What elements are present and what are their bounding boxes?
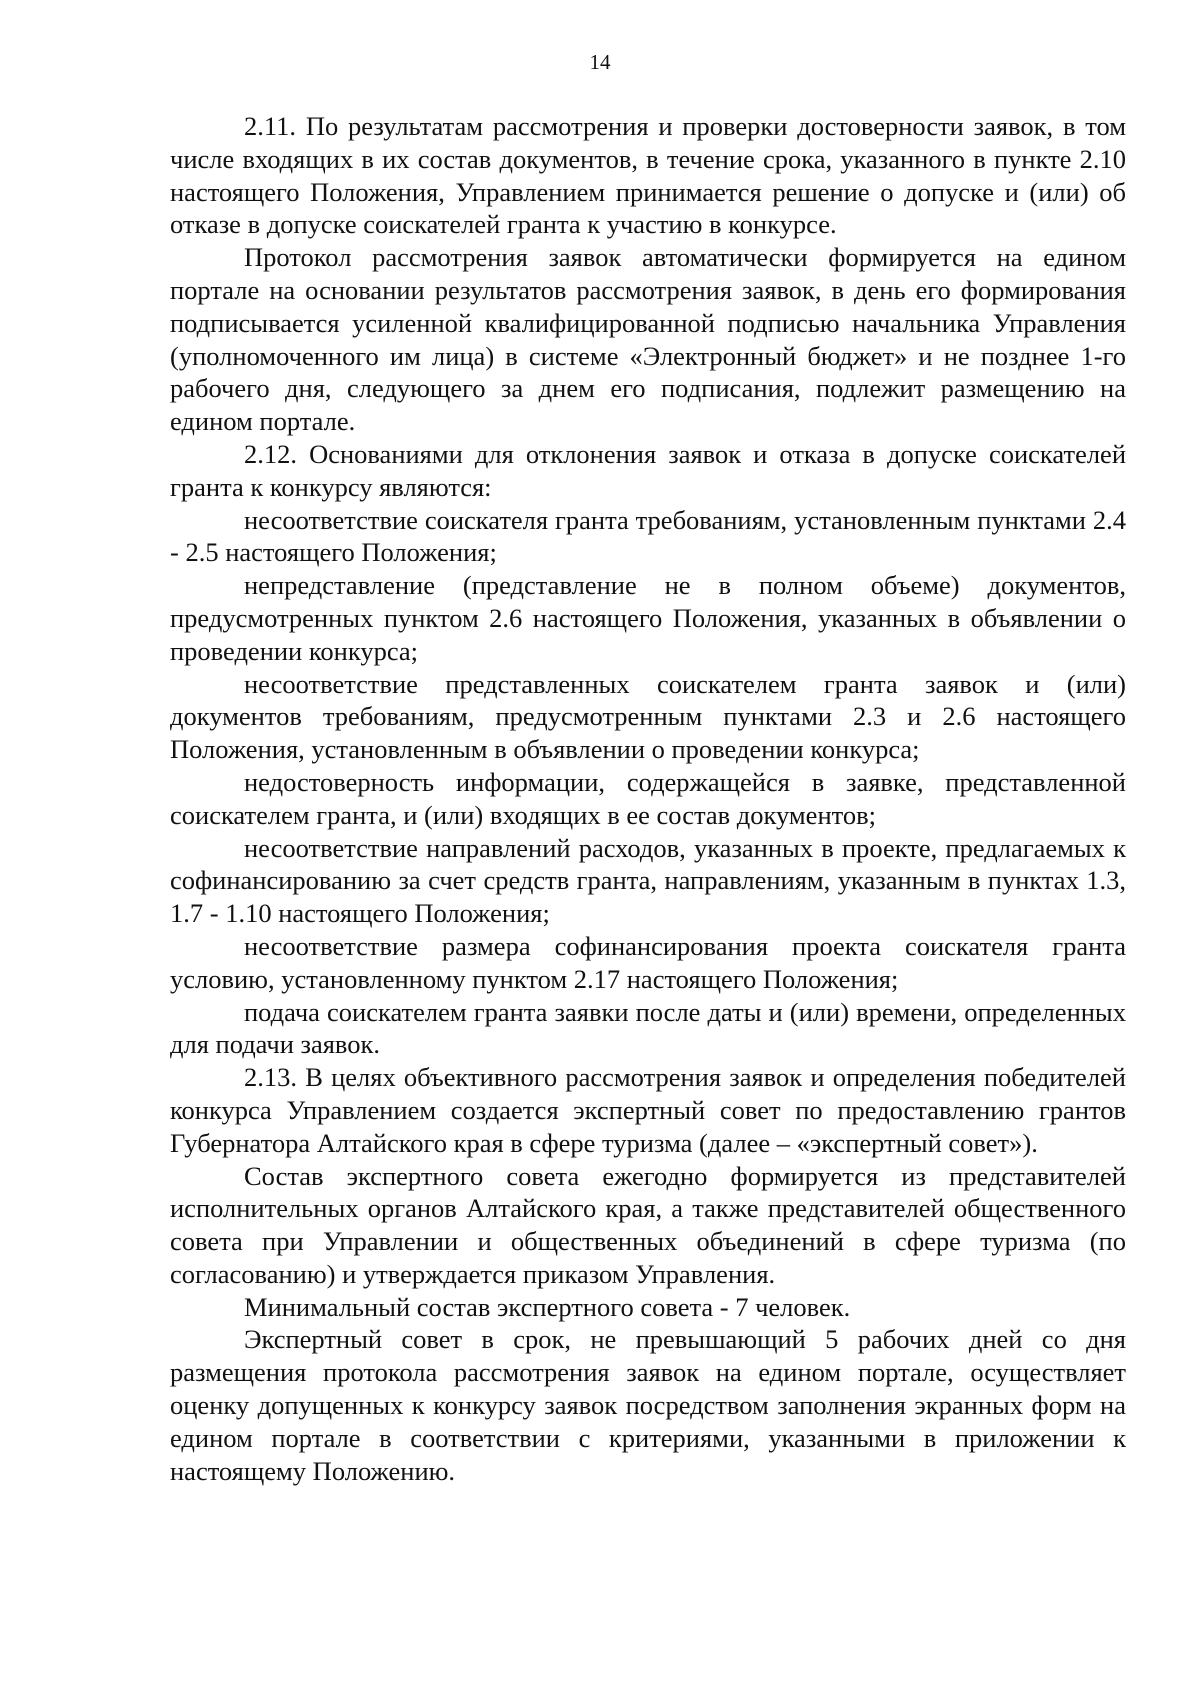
list-item-late-submission: подача соискателем гранта заявки после даты и (или) времени, определенных для подачи заявок. xyxy=(170,996,1126,1060)
list-item-cofinancing-mismatch: несоответствие размера софинансирования проекта соискателя гранта условию, установленному пунктом 2.17 настоящего Положения; xyxy=(170,930,1126,994)
paragraph-2-11: 2.11. По результатам рассмотрения и проверки достоверности заявок, в том числе входящих в их состав документов, в течение срока, указанного в пункте 2.10 настоящего Положения, Управлением принимается решение о допуске и (или) об отказе в допуске соискателей гранта к участию в конкурсе. xyxy=(170,111,1126,240)
list-item-expense-mismatch: несоответствие направлений расходов, указанных в проекте, предлагаемых к софинансированию за счет средств гранта, направлениям, указанным в пунктах 1.3, 1.7 - 1.10 настоящего Положения; xyxy=(170,832,1126,929)
list-item-requirements-mismatch: несоответствие соискателя гранта требованиям, установленным пунктами 2.4 - 2.5 настоящего Положения; xyxy=(170,504,1126,568)
paragraph-protocol: Протокол рассмотрения заявок автоматически формируется на едином портале на основании результатов рассмотрения заявок, в день его формирования подписывается усиленной квалифицированной подписью начальника Управления (уполномоченного им лица) в системе «Электронный бюджет» и не позднее 1-го рабочего дня, следующего за днем его подписания, подлежит размещению на едином портале. xyxy=(170,242,1126,437)
paragraph-council-minimum: Минимальный состав экспертного совета - 7 человек. xyxy=(244,1291,851,1322)
paragraph-2-12: 2.12. Основаниями для отклонения заявок и отказа в допуске соискателей гранта к конкурсу являются: xyxy=(170,438,1126,502)
list-item-documents-mismatch: несоответствие представленных соискателем гранта заявок и (или) документов требованиям, предусмотренным пунктами 2.3 и 2.6 настоящего Положения, установленным в объявлении о проведении конкурса; xyxy=(170,668,1126,765)
paragraph-council-composition: Состав экспертного совета ежегодно формируется из представителей исполнительных органов Алтайского края, а также представителей общественного совета при Управлении и общественных объединений в сфере туризма (по согласованию) и утверждается приказом Управления. xyxy=(170,1160,1126,1289)
list-item-false-information: недостоверность информации, содержащейся в заявке, представленной соискателем гранта, и (или) входящих в ее состав документов; xyxy=(170,766,1126,830)
paragraph-council-evaluation: Экспертный совет в срок, не превышающий 5 рабочих дней со дня размещения протокола рассмотрения заявок на едином портале, осуществляет оценку допущенных к конкурсу заявок посредством заполнения экранных форм на едином портале в соответствии с критериями, указанными в приложении к настоящему Положению. xyxy=(170,1324,1126,1486)
document-body xyxy=(170,110,1126,1487)
list-item-documents-missing: непредставление (представление не в полном объеме) документов, предусмотренных пунктом 2.6 настоящего Положения, указанных в объявлении о проведении конкурса; xyxy=(170,570,1126,666)
page-number: 14 xyxy=(589,50,611,74)
paragraph-2-13: 2.13. В целях объективного рассмотрения заявок и определения победителей конкурса Управлением создается экспертный совет по предоставлению грантов Губернатора Алтайского края в сфере туризма (далее – «экспертный совет»). xyxy=(170,1062,1126,1158)
